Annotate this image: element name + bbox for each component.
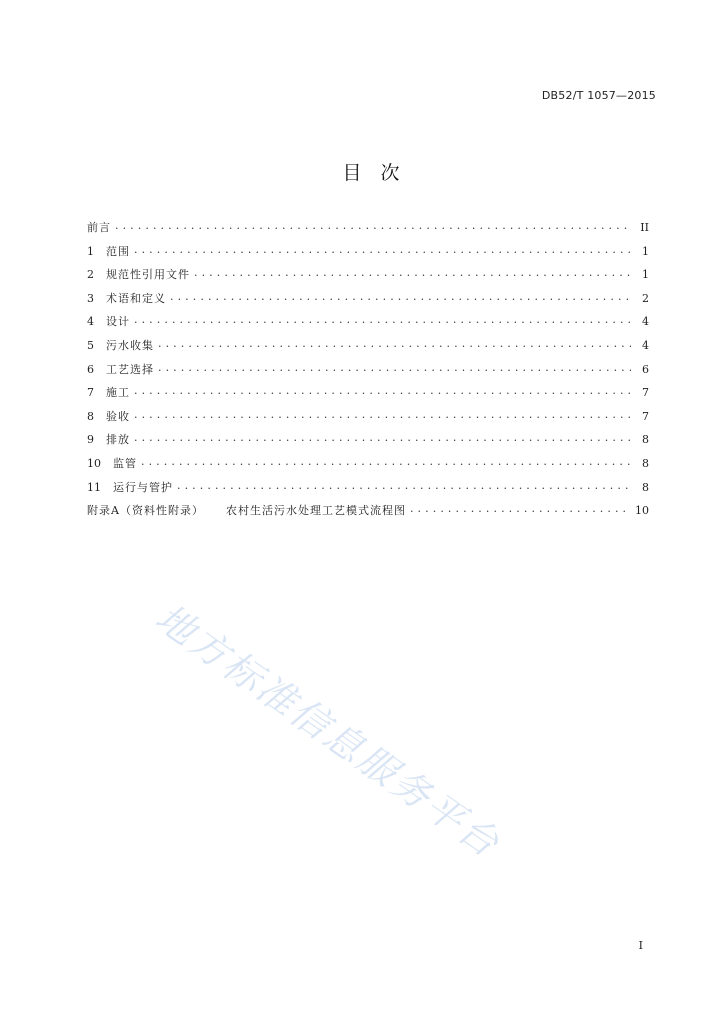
toc-entry-page: 8 [642,433,649,447]
toc-entry-page: 1 [642,244,649,258]
toc-entry-2[interactable] [87,263,649,287]
toc-entry-label: 监管 [113,456,137,470]
toc-entry-label: 工艺选择 [106,362,154,376]
watermark: 地方标准信息服务平台 [147,595,509,867]
toc-entry-page: 6 [642,362,649,376]
toc-entry-number: 3 [87,291,94,305]
toc-entry-page: 8 [642,480,649,494]
toc-entry-label: 设计 [106,315,130,329]
toc-dot-leader [134,432,631,444]
toc-entry-number: 2 [87,268,94,282]
toc-entry-appendix-a[interactable] [87,499,649,523]
document-code: DB52/T 1057—2015 [541,89,656,102]
toc-dot-leader [158,362,631,374]
toc-entry-1[interactable] [87,240,649,264]
toc-entry-page: 7 [642,409,649,423]
toc-dot-leader [134,409,631,421]
toc-entry-10[interactable] [87,452,649,476]
toc-entry-page: 2 [642,291,649,305]
toc-entry-label: 范围 [106,244,130,258]
toc-dot-leader [177,480,631,492]
toc-entry-label: 运行与管护 [113,480,173,494]
toc-entry-5[interactable] [87,334,649,358]
toc-dot-leader [170,291,631,303]
toc-entry-page: II [640,221,649,234]
toc-entry-number: 6 [87,362,94,376]
page-number: I [638,939,643,952]
toc-dot-leader [134,385,631,397]
toc-entry-6[interactable] [87,358,649,382]
toc-entry-page: 4 [642,315,649,329]
toc-title: 目 次 [342,162,400,184]
toc-appendix-prefix: 附录A（资料性附录） [87,504,204,518]
toc-entry-number: 9 [87,433,94,447]
toc-dot-leader [134,314,631,326]
toc-entry-4[interactable] [87,310,649,334]
toc-dot-leader [410,503,629,515]
toc-dot-leader [141,456,631,468]
toc-entry-8[interactable] [87,405,649,429]
toc-entry-label: 施工 [106,386,130,400]
toc-dot-leader [134,244,631,256]
toc-entry-9[interactable] [87,428,649,452]
toc-entry-label: 验收 [106,409,130,423]
toc-entry-preface[interactable] [87,216,649,240]
toc-entry-number: 10 [87,456,101,470]
toc-entry-page: 4 [642,338,649,352]
toc-entry-page: 7 [642,386,649,400]
toc-entry-label: 排放 [106,433,130,447]
toc-dot-leader [194,267,631,279]
toc-entry-3[interactable] [87,287,649,311]
toc-entry-number: 4 [87,315,94,329]
toc-entry-page: 8 [642,456,649,470]
toc-entry-page: 10 [635,504,649,518]
toc-entry-page: 1 [642,268,649,282]
table-of-contents [87,216,649,523]
toc-entry-number: 11 [87,480,101,494]
toc-entry-number: 1 [87,244,94,258]
toc-entry-11[interactable] [87,476,649,500]
toc-entry-number: 7 [87,386,94,400]
toc-entry-label: 术语和定义 [106,291,166,305]
toc-entry-number: 5 [87,338,94,352]
toc-entry-label: 污水收集 [106,338,154,352]
toc-entry-label: 农村生活污水处理工艺模式流程图 [225,504,406,518]
toc-entry-label: 前言 [87,221,111,234]
toc-dot-leader [158,338,631,350]
toc-entry-number: 8 [87,409,94,423]
toc-entry-label: 规范性引用文件 [106,268,190,282]
toc-entry-7[interactable] [87,381,649,405]
toc-dot-leader [115,220,631,232]
